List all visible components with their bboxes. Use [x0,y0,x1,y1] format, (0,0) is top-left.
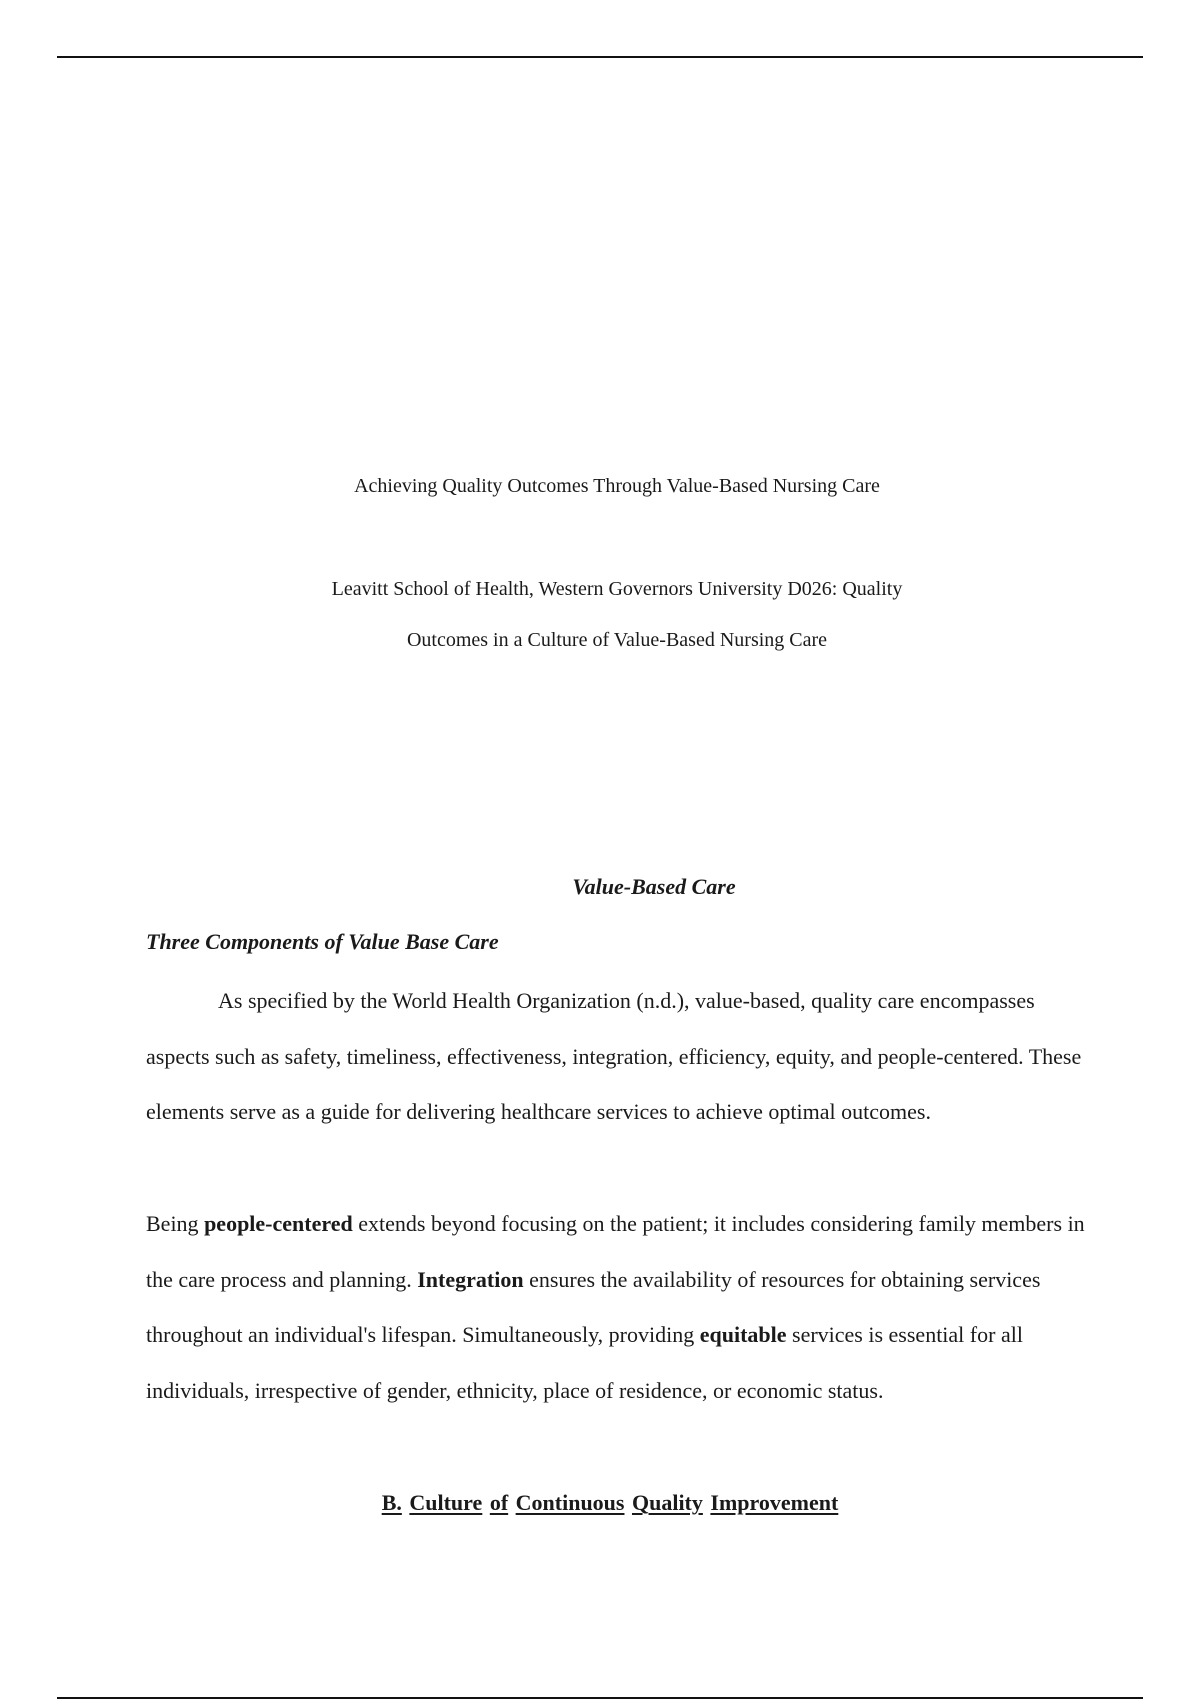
paragraph-1: As specified by the World Health Organization (n.d.), value-based, quality care encompasses aspects such as safety, timeliness, effectiveness, integration, efficiency, equity, and people-centered. These elements serve as a guide for delivering healthcare services to achieve optimal outcomes. [146,988,1082,1124]
bottom-rule [57,1697,1143,1699]
heading-word-b: B. [381,1490,402,1515]
heading-word-improvement: Improvement [710,1490,839,1515]
paragraph-2 [146,1196,1096,1418]
affiliation-line-2: Outcomes in a Culture of Value-Based Nursing Care [406,629,828,651]
affiliation-line-1: Leavitt School of Health, Western Governors University D026: Quality [331,578,903,600]
heading-word-of: of [489,1490,509,1515]
document-title: Achieving Quality Outcomes Through Value-Based Nursing Care [354,475,880,497]
paragraph-2-text-4: services is essential for all individuals, irrespective of gender, ethnicity, place of residence, or economic status. [146,1322,1023,1403]
heading-word-culture: Culture [409,1490,483,1515]
paragraph-2-text-2: extends beyond focusing on the patient; it includes considering family members in the care process and planning. [146,1211,1085,1292]
subheading: Three Components of Value Base Care [146,929,499,954]
people-centered-term: people-centered [204,1211,353,1236]
paragraph-2-text-1: Being [146,1211,205,1236]
top-rule [57,56,1143,58]
equitable-term: equitable [699,1322,787,1347]
integration-term: Integration [417,1266,524,1292]
heading-word-quality: Quality [631,1490,703,1515]
section-b-heading [0,1490,1200,1516]
paragraph-2-text-3: ensures the availability of resources for obtaining services throughout an individual's lifespan. Simultaneously, providing [146,1266,1041,1347]
section-heading: Value-Based Care [572,874,736,899]
heading-word-continuous: Continuous [515,1490,625,1515]
